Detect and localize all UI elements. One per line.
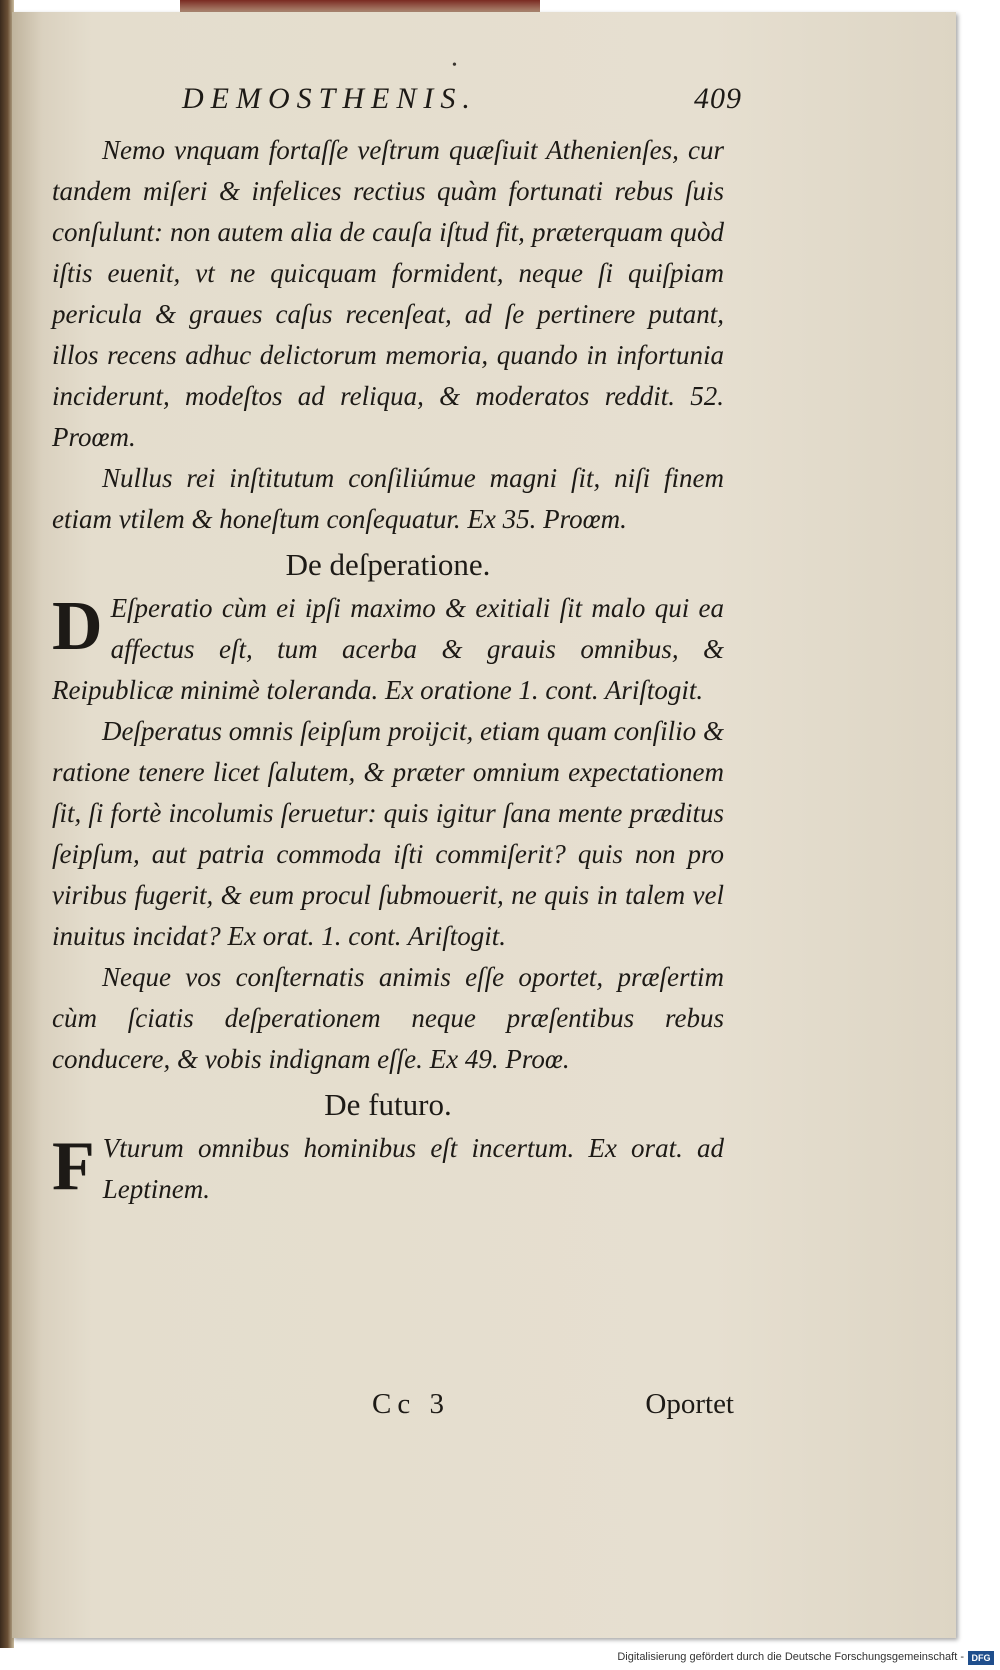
section-first-paragraph [52, 1128, 724, 1210]
paragraph: Deſperatus omnis ſeipſum proijcit, etiam quam conſilio & ratione tenere licet ſalutem, & præter omnium expectationem ſit, ſi fortè incolumis ſeruetur: quis igitur ſana mente præditus ſeipſum, aut patria commoda iſti commiſerit? quis non pro viribus fugerit, & eum procul ſubmouerit, ne quis in talem vel inuitus incidat? Ex orat. 1. cont. Ariſtogit. [52, 716, 724, 951]
book-page [12, 12, 956, 1638]
drop-cap: F [52, 1128, 95, 1205]
paragraph: Nemo vnquam fortaſſe veſtrum quæſiuit Athenienſes, cur tandem miſeri & infelices rectius quàm fortunati rebus ſuis conſulunt: non autem alia de cauſa iſtud fit, præterquam quòd iſtis euenit, vt ne quicquam formident, neque ſi quiſpiam pericula & graues caſus recenſeat, ad ſe pertinere putant, illos recens adhuc delictorum memoria, quando in infortunia inciderunt, modeſtos ad reliqua, & moderatos reddit. 52. Proœm. [52, 135, 724, 452]
section-first-paragraph [52, 588, 724, 711]
page-footer [52, 1388, 734, 1432]
dfg-logo: DFG [968, 1651, 994, 1665]
section-heading: De futuro. [324, 1087, 452, 1122]
running-head [182, 82, 742, 122]
ink-speck: • [452, 58, 457, 73]
section-heading: De deſperatione. [285, 547, 491, 582]
catchword: Oportet [645, 1388, 734, 1420]
text-block [52, 130, 724, 1210]
section-first-text: Eſperatio cùm ei ipſi maximo & exitiali ſit malo qui ea affectus eſt, tum acerba & grauis omnibus, & Reipublicæ minimè toleranda. Ex oratione 1. cont. Ariſtogit. [52, 593, 724, 705]
running-title: DEMOSTHENIS. [182, 82, 477, 115]
section-first-text: Vturum omnibus hominibus eſt incertum. Ex orat. ad Leptinem. [102, 1133, 724, 1204]
dfg-credit-text: Digitalisierung gefördert durch die Deutsche Forschungsgemeinschaft - [617, 1651, 964, 1663]
dfg-credit-bar [0, 1648, 1000, 1670]
drop-cap: D [52, 588, 103, 665]
paragraph: Nullus rei inſtitutum conſiliúmue magni ſit, niſi finem etiam vtilem & honeſtum conſequatur. Ex 35. Proœm. [52, 463, 724, 534]
paragraph: Neque vos conſternatis animis eſſe oportet, præſertim cùm ſciatis deſperationem neque præſentibus rebus conducere, & vobis indignam eſſe. Ex 49. Proœ. [52, 962, 724, 1074]
signature-mark: Cc 3 [372, 1388, 450, 1420]
page-number: 409 [694, 82, 742, 115]
